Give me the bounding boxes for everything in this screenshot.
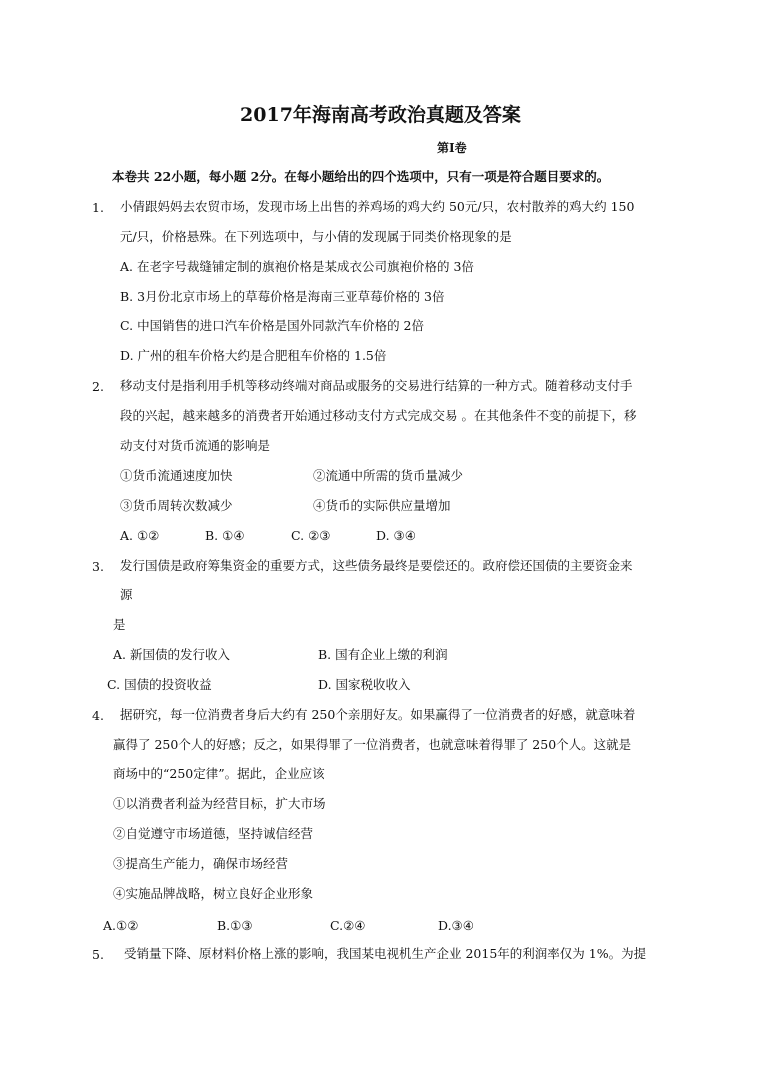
option-a: A. ①② bbox=[120, 528, 160, 543]
option-d: D. ③④ bbox=[376, 528, 416, 543]
question-text: 动支付对货币流通的影响是 bbox=[120, 438, 271, 453]
question-text: 商场中的“250定律”。据此，企业应该 bbox=[113, 766, 325, 781]
statement-2: ②自觉遵守市场道德，坚持诚信经营 bbox=[113, 826, 314, 841]
option-c: C.②④ bbox=[330, 918, 366, 933]
option-a: A.①② bbox=[103, 918, 139, 933]
option-a: A. 在老字号裁缝铺定制的旗袍价格是某成衣公司旗袍价格的 3倍 bbox=[120, 259, 474, 274]
question-text: 赢得了 250个人的好感；反之，如果得罪了一位消费者，也就意味着得罪了 250个人。这就是 bbox=[113, 737, 632, 752]
question-text: 移动支付是指利用手机等移动终端对商品或服务的交易进行结算的一种方式。随着移动支付手 bbox=[120, 378, 633, 393]
statement-1: ①货币流通速度加快 bbox=[120, 468, 233, 483]
section-heading: 第Ⅰ卷 bbox=[437, 141, 467, 155]
question-number: 4. bbox=[92, 708, 104, 723]
statement-4: ④实施品牌战略，树立良好企业形象 bbox=[113, 886, 314, 901]
question-text: 段的兴起，越来越多的消费者开始通过移动支付方式完成交易 。在其他条件不变的前提下，移 bbox=[120, 408, 637, 423]
option-c: C. 国债的投资收益 bbox=[107, 677, 212, 692]
question-text: 是 bbox=[113, 617, 126, 632]
question-number: 1. bbox=[92, 200, 104, 215]
question-text: 受销量下降、原材料价格上涨的影响，我国某电视机生产企业 2015年的利润率仅为 1%。为提 bbox=[124, 946, 647, 961]
question-text: 发行国债是政府筹集资金的重要方式，这些债务最终是要偿还的。政府偿还国债的主要资金来 bbox=[120, 558, 633, 573]
option-d: D. 广州的租车价格大约是合肥租车价格的 1.5倍 bbox=[120, 348, 387, 363]
page-title: 2017年海南高考政治真题及答案 bbox=[240, 104, 521, 126]
option-c: C. 中国销售的进口汽车价格是国外同款汽车价格的 2倍 bbox=[120, 318, 424, 333]
option-d: D.③④ bbox=[438, 918, 474, 933]
option-b: B. 国有企业上缴的利润 bbox=[318, 647, 448, 662]
instructions: 本卷共 22小题，每小题 2分。在每小题给出的四个选项中，只有一项是符合题目要求的。 bbox=[112, 169, 610, 184]
option-c: C. ②③ bbox=[291, 528, 331, 543]
statement-4: ④货币的实际供应量增加 bbox=[313, 498, 451, 513]
question-text: 元/只，价格悬殊。在下列选项中，与小倩的发现属于同类价格现象的是 bbox=[120, 229, 512, 244]
option-b: B. ①④ bbox=[205, 528, 245, 543]
statement-3: ③提高生产能力，确保市场经营 bbox=[113, 856, 289, 871]
option-b: B. 3月份北京市场上的草莓价格是海南三亚草莓价格的 3倍 bbox=[120, 289, 445, 304]
question-text: 源 bbox=[120, 587, 133, 602]
question-number: 2. bbox=[92, 379, 104, 394]
question-number: 5. bbox=[92, 947, 104, 962]
statement-1: ①以消费者利益为经营目标，扩大市场 bbox=[113, 796, 326, 811]
question-text: 小倩跟妈妈去农贸市场，发现市场上出售的养鸡场的鸡大约 50元/只，农村散养的鸡大约 150 bbox=[120, 199, 635, 214]
statement-3: ③货币周转次数减少 bbox=[120, 498, 233, 513]
option-a: A. 新国债的发行收入 bbox=[113, 647, 230, 662]
option-d: D. 国家税收收入 bbox=[318, 677, 411, 692]
question-text: 据研究，每一位消费者身后大约有 250个亲朋好友。如果赢得了一位消费者的好感，就意味着 bbox=[120, 707, 636, 722]
statement-2: ②流通中所需的货币量减少 bbox=[313, 468, 464, 483]
question-number: 3. bbox=[92, 559, 104, 574]
option-b: B.①③ bbox=[217, 918, 253, 933]
